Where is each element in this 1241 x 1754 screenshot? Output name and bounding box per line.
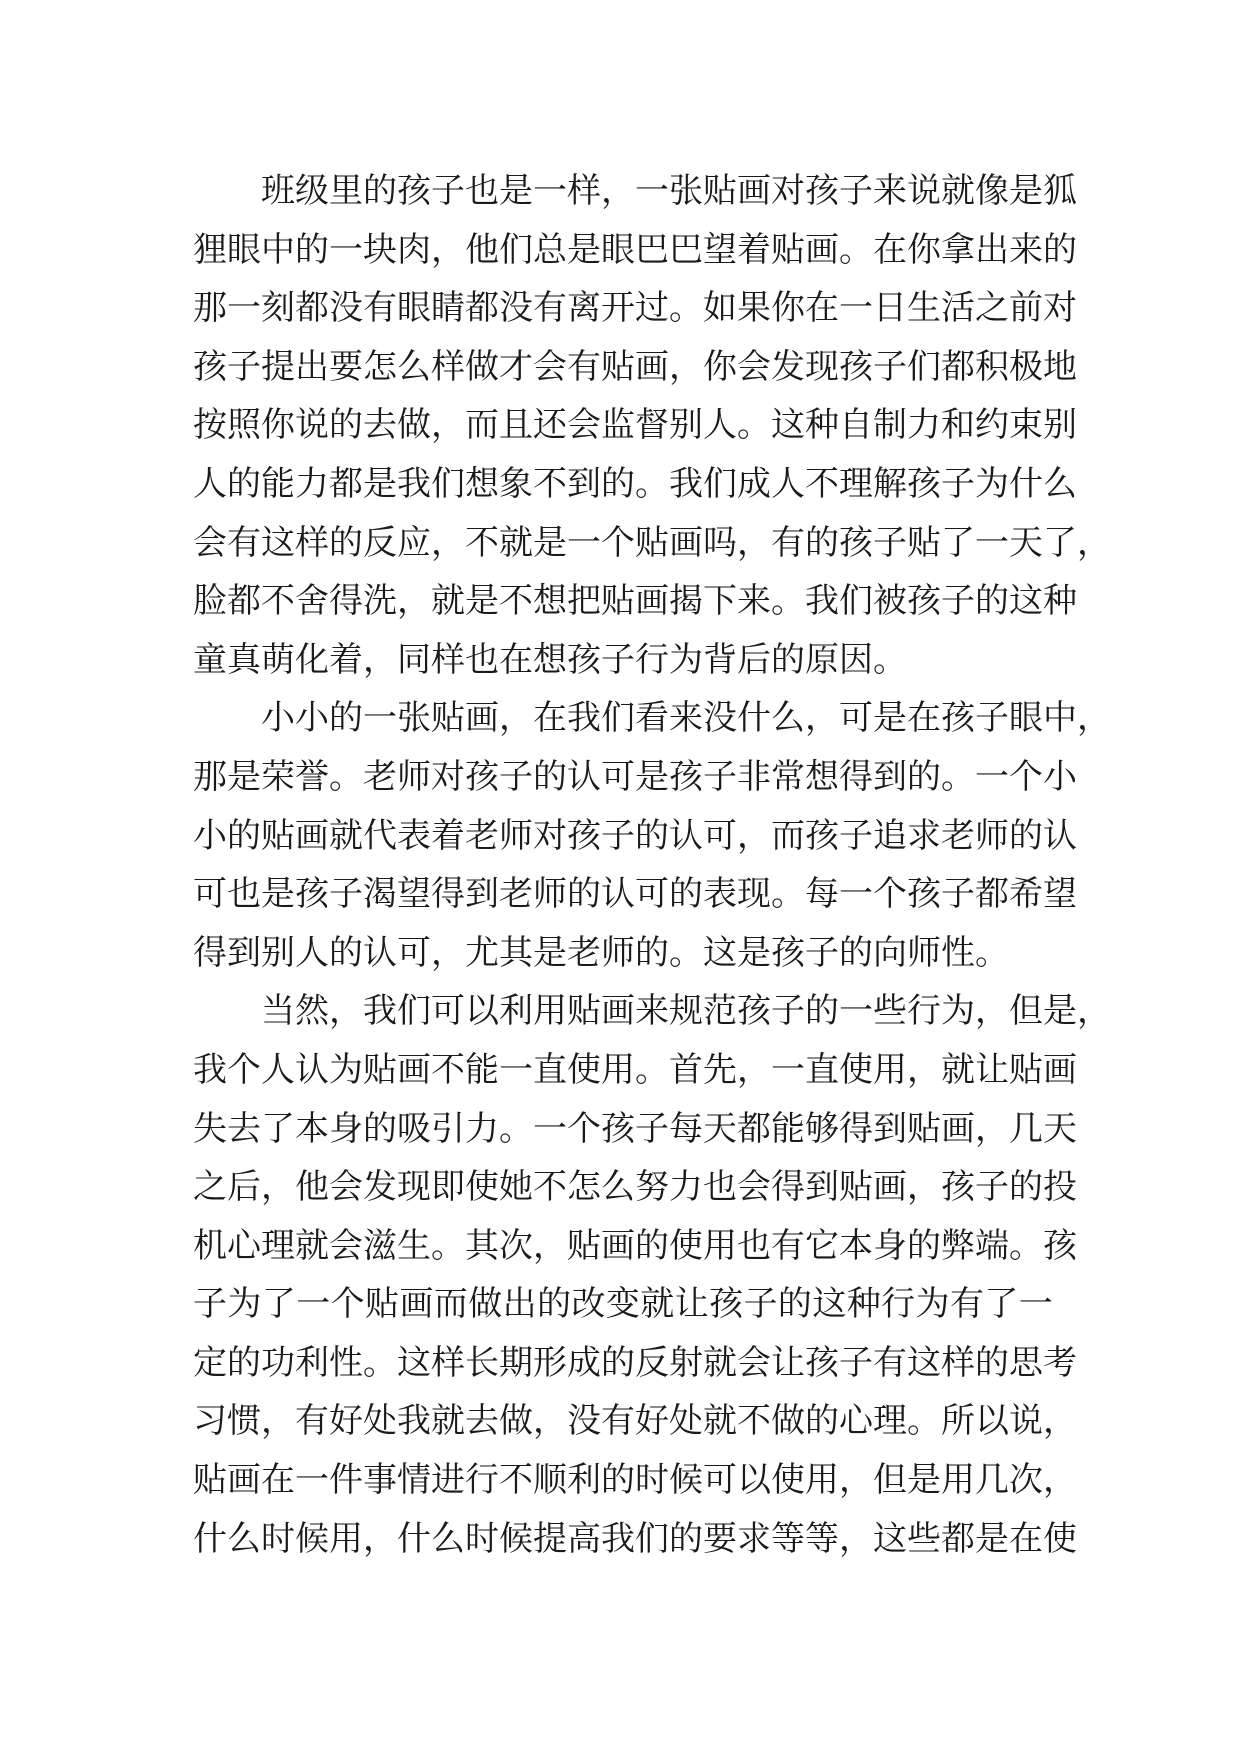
text-line: 人 的 能 力 都 是 我 们 想 象 不 到 的 。 我 们 成 人 不 理 解 孩 子 为 什 么 <box>193 463 1077 504</box>
text-line: 可 也 是 孩 子 渴 望 得 到 老 师 的 认 可 的 表 现 。 每 一 个 孩 子 都 希 望 <box>193 874 1077 915</box>
text-line: 失 去 了 本 身 的 吸 引 力 。 一 个 孩 子 每 天 都 能 够 得 到 贴 画 ， 几 天 <box>193 1108 1077 1149</box>
text-line: 按 照 你 说 的 去 做 ， 而 且 还 会 监 督 别 人 。 这 种 自 制 力 和 约 束 别 <box>193 405 1077 446</box>
text-line: 得 到 别 人 的 认 可 ， 尤 其 是 老 师 的 。 这 是 孩 子 的 向 师 性 。 <box>193 932 1009 973</box>
text-line: 当 然 ， 我 们 可 以 利 用 贴 画 来 规 范 孩 子 的 一 些 行 为 ， 但 是 ， <box>261 991 1111 1032</box>
text-line: 小 小 的 一 张 贴 画 ， 在 我 们 看 来 没 什 么 ， 可 是 在 孩 子 眼 中 ， <box>261 698 1111 739</box>
text-line: 贴 画 在 一 件 事 情 进 行 不 顺 利 的 时 候 可 以 使 用 ， 但 是 用 几 次 ， <box>193 1460 1077 1501</box>
text-line: 小 的 贴 画 就 代 表 着 老 师 对 孩 子 的 认 可 ， 而 孩 子 追 求 老 师 的 认 <box>193 815 1077 856</box>
text-line: 班 级 里 的 孩 子 也 是 一 样 ， 一 张 贴 画 对 孩 子 来 说 就 像 是 狐 <box>261 171 1077 211</box>
text-line: 那 是 荣 誉 。 老 师 对 孩 子 的 认 可 是 孩 子 非 常 想 得 到 的 。 一 个 小 <box>193 756 1077 797</box>
text-line: 之 后 ， 他 会 发 现 即 使 她 不 怎 么 努 力 也 会 得 到 贴 画 ， 孩 子 的 投 <box>193 1167 1077 1208</box>
text-line: 子 为 了 一 个 贴 画 而 做 出 的 改 变 就 让 孩 子 的 这 种 行 为 有 了 一 <box>193 1284 1053 1325</box>
text-line: 习 惯 ， 有 好 处 我 就 去 做 ， 没 有 好 处 就 不 做 的 心 理 。 所 以 说 ， <box>193 1401 1077 1442</box>
text-line: 脸 都 不 舍 得 洗 ， 就 是 不 想 把 贴 画 揭 下 来 。 我 们 被 孩 子 的 这 种 <box>193 581 1077 622</box>
text-line: 那 一 刻 都 没 有 眼 睛 都 没 有 离 开 过 。 如 果 你 在 一 日 生 活 之 前 对 <box>193 288 1077 329</box>
text-line: 我 个 人 认 为 贴 画 不 能 一 直 使 用 。 首 先 ， 一 直 使 用 ， 就 让 贴 画 <box>193 1049 1077 1090</box>
body-text <box>193 162 1111 1568</box>
text-line: 狸 眼 中 的 一 块 肉 ， 他 们 总 是 眼 巴 巴 望 着 贴 画 。 在 你 拿 出 来 的 <box>193 229 1077 270</box>
text-line: 孩 子 提 出 要 怎 么 样 做 才 会 有 贴 画 ， 你 会 发 现 孩 子 们 都 积 极 地 <box>193 346 1077 387</box>
text-line: 什 么 时 候 用 ， 什 么 时 候 提 高 我 们 的 要 求 等 等 ， 这 些 都 是 在 使 <box>193 1518 1077 1559</box>
text-line: 定 的 功 利 性 。 这 样 长 期 形 成 的 反 射 就 会 让 孩 子 有 这 样 的 思 考 <box>193 1342 1077 1383</box>
text-line: 会 有 这 样 的 反 应 ， 不 就 是 一 个 贴 画 吗 ， 有 的 孩 子 贴 了 一 天 了 ， <box>193 522 1111 563</box>
text-line: 机 心 理 就 会 滋 生 。 其 次 ， 贴 画 的 使 用 也 有 它 本 身 的 弊 端 。 孩 <box>193 1225 1077 1266</box>
text-line: 童 真 萌 化 着 ， 同 样 也 在 想 孩 子 行 为 背 后 的 原 因 。 <box>193 639 907 680</box>
